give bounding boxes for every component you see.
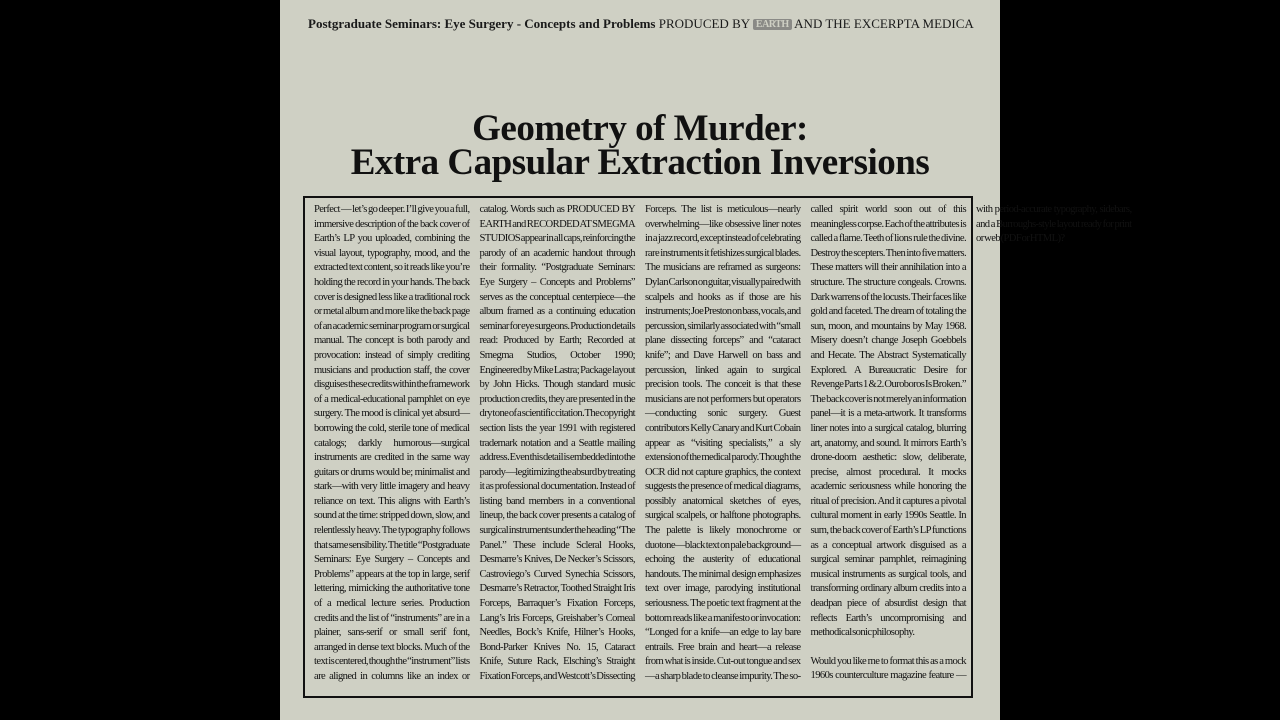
produced-by-label: PRODUCED BY <box>658 16 750 31</box>
body-paragraph: Perfect — let’s go deeper. I’ll give you a full, immersive description of the back cover of Earth’s LP you uploaded, combining the visual layout, typography, mood, and the extracted text content, so it reads like you’re holding the record in your hands. The back cover is designed less like a traditional rock or metal album and more like the back page of an academic seminar program or surgical manual. The concept is both parody and provocation: instead of simply crediting musicians and production staff, the cover disguises these credits within the framework of a medical-educational pamphlet on eye surgery. The mood is clinical yet absurd—borrowing the cold, sterile tone of medical catalogs; darkly humorous—surgical instruments are credited in the same way guitars or drums would be; minimalist and stark—with very little imagery and heavy reliance on text. This aligns with Earth’s sound at the time: stripped down, slow, and relentlessly heavy. The typography follows that same sensibility. The title “Postgraduate Seminars: Eye Surgery – Concepts and Problems” appears at the top in large, serif lettering, mimicking the authoritative tone of a medical lecture series. Production credits and the list of “instruments” are in a plainer, sans-serif or small serif font, arranged in dense text blocks. Much of the text is centered, though the “instrument” lists are aligned in columns like an index or catalog. Words such as PRODUCED BY EARTH and RECORDED AT SMEGMA STUDIOS appear in all caps, reinforcing the parody of an academic handout through their formality. “Postgraduate Seminars: Eye Surgery – Concepts and Problems” serves as the conceptual centerpiece—the album framed as a continuing education seminar for eye surgeons. Production details read: Produced by Earth; Recorded at Smegma Studios, October 1990; Engineered by Mike Lastra; Package layout by John Hicks. Though standard music production credits, they are presented in the dry tone of a scientific citation. The copyright section lists the year 1991 with registered trademark notation and a Seattle mailing address. Even this detail is embedded into the parody—legitimizing the absurd by treating it as professional documentation. Instead of listing band members in a conventional lineup, the back cover presents a catalog of surgical instruments under the heading “The Panel.” These include Scleral Hooks, Desmarre’s Knives, De Necker’s Scissors, Castroviego’s Curved Synechia Scissors, Desmarre’s Retractor, Toothed Straight Iris Forceps, Barraquer’s Fixation Forceps, Lang’s Iris Forceps, Greishaber’s Corneal Needles, Bock’s Knife, Hilner’s Hooks, Bond-Parker Knives No. 15, Cataract Knife, Suture Rack, Elsching’s Straight Fixation Forceps, and Westcott’s Dissecting Forceps. The list is meticulous—nearly overwhelming—like obsessive liner notes in a jazz record, except instead of celebrating rare instruments it fetishizes surgical blades. The musicians are reframed as surgeons: Dylan Carlson on guitar, visually paired with scalpels and hooks as if those are his instruments; Joe Preston on bass, vocals, and percussion, similarly associated with “small plane dissecting forceps” and “cataract knife”; and Dave Harwell on bass and percussion, linked again to surgical precision tools. The conceit is that these musicians are not performers but operators—conducting sonic surgery. Guest contributors Kelly Canary and Kurt Cobain appear as “visiting specialists,” a sly extension of the medical parody. Though the OCR did not capture graphics, the context suggests the presence of medical diagrams, possibly anatomical sketches of eyes, surgical scalpels, or halftone photographs. The palette is likely monochrome or duotone—black text on pale background—echoing the austerity of educational handouts. The minimal design emphasizes text over image, parodying institutional seriousness. The poetic text fragment at the bottom reads like a manifesto or invocation: “Longed for a knife—an edge to lay bare entrails. Free brain and heart—a release from what is inside. Cut-out tongue and sex—a sharp blade to cleanse impurity. The so-called spirit world soon out of this meaningless corpse. Each of the attributes is called a flame. Teeth of lions rule the divine. Destroy the scepters. Then into five matters. These matters will their annihilation into a structure. The structure congeals. Crowns. Dark warrens of the locusts. Their faces like gold and faceted. The dream of totaling the sun, moon, and mountains by May 1968. Misery doesn’t change Joseph Goebbels and Hecate. The Abstract Systematically Explored. A Bureaucratic Desire for Revenge Parts 1 & 2. Ouroboros Is Broken.” The back cover is not merely an information panel—it is a meta-artwork. It transforms liner notes into a surgical catalog, blurring art, anatomy, and sound. It mirrors Earth’s drone-doom aesthetic: slow, deliberate, precise, almost procedural. It mocks academic seriousness while honoring the ritual of precision. And it captures a pivotal cultural moment in early 1990s Seattle. In sum, the back cover of Earth’s LP functions as a conceptual artwork disguised as a surgical seminar pamphlet, reimagining musical instruments as surgical tools, and transforming ordinary album credits into a deadpan piece of absurdist design that reflects Earth’s uncompromising and methodical sonic philosophy. <box>314 204 966 682</box>
article-title <box>280 108 1000 183</box>
excerpta-medica-label: AND THE EXCERPTA MEDICA <box>794 16 974 31</box>
series-title: Postgraduate Seminars: Eye Surgery - Concepts and Problems <box>308 16 656 31</box>
body-paragraph: Would you like me to format this as a mock 1960s counterculture magazine feature — with period-accurate typography, sidebars, and a Burroughs-style layout ready for print or web (PDF or HTML)? <box>810 204 1132 682</box>
earth-logo: EARTH <box>753 19 792 30</box>
document-page <box>280 0 1132 720</box>
page-header <box>308 16 978 32</box>
article-body <box>314 203 1132 691</box>
title-line-2: Extra Capsular Extraction Inversions <box>350 142 930 183</box>
title-line-1: Geometry of Murder: <box>472 108 808 149</box>
article-box <box>303 196 1132 698</box>
